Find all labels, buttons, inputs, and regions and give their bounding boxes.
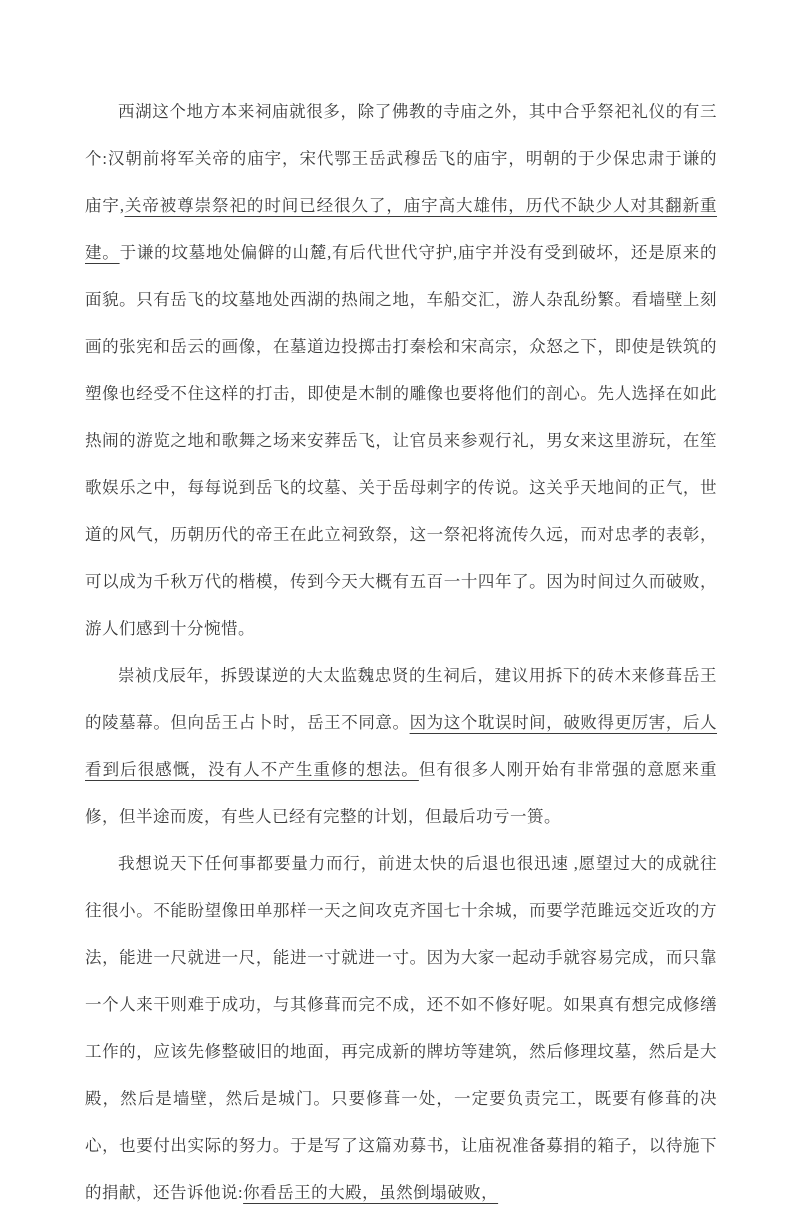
underlined-text-segment: 因为这个耽误时间，破败得更厉害，后人看到后很感慨，没有人不产生重修的想法。: [85, 713, 718, 779]
underlined-text-segment: 你看岳王的大殿，虽然倒塌破败，: [243, 1183, 499, 1202]
text-segment: 我想说天下任何事都要量力而行，前进太快的后退也很迅速 ,愿望过大的成就往往很小。不能盼望像田单那样一天之间攻克齐国七十余城，而要学范雎远交近攻的方法，能进一尺就进一尺，能进一寸就进一寸。因为大家一起动手就容易完成，而只靠一个人来干则难于成功，与其修葺而完不成，还不如不修好呢。如果真有想完成修缮工作的，应该先修整破旧的地面，再完成新的牌坊等建筑，然后修理坟墓，然后是大殿，然后是墙壁，然后是城门。只要修葺一处，一定要负责完工，既要有修葺的决心，也要付出实际的努力。于是写了这篇劝募书，让庙祝准备募捐的箱子，以待施下的捐献，还告诉他说:: [85, 854, 717, 1202]
paragraph-3: [85, 840, 717, 1216]
paragraph-2: [85, 652, 717, 840]
text-segment: 西湖这个地方本来祠庙就很多，除了佛教的寺庙之外，其中合乎祭祀礼仪的有三个:汉朝前将军关帝的庙宇，宋代鄂王岳武穆岳飞的庙宇，明朝的于少保忠肃于谦的庙宇,: [85, 102, 717, 215]
text-segment: 但有很多人刚开始有非常强的意愿来重修，但半途而废，有些人已经有完整的计划，但最后功亏一篑。: [85, 760, 718, 826]
underlined-text-segment: 关帝被尊崇祭祀的时间已经很久了，庙宇高大雄伟，历代不缺少人对其翻新重建。: [85, 196, 718, 262]
paragraph-1: [85, 88, 717, 652]
text-segment: 于谦的坟墓地处偏僻的山麓,有后代世代守护,庙宇并没有受到破坏，还是原来的面貌。只有岳飞的坟墓地处西湖的热闹之地，车船交汇，游人杂乱纷繁。看墙壁上刻画的张宪和岳云的画像，在墓道边投掷击打秦桧和宋高宗，众怒之下，即使是铁筑的塑像也经受不住这样的打击，即使是木制的雕像也要将他们的剖心。先人选择在如此热闹的游览之地和歌舞之场来安葬岳飞，让官员来参观行礼，男女来这里游玩，在笙歌娱乐之中，每每说到岳飞的坟墓、关于岳母刺字的传说。这关乎天地间的正气，世道的风气，历朝历代的帝王在此立祠致祭，这一祭祀将流传久远，而对忠孝的表彰，可以成为千秋万代的楷模，传到今天大概有五百一十四年了。因为时间过久而破败，游人们感到十分惋惜。: [85, 243, 718, 638]
text-segment: 崇祯戊辰年，拆毁谋逆的大太监魏忠贤的生祠后，建议用拆下的砖木来修葺岳王的陵墓幕。但向岳王占卜时，岳王不同意。: [85, 666, 717, 732]
